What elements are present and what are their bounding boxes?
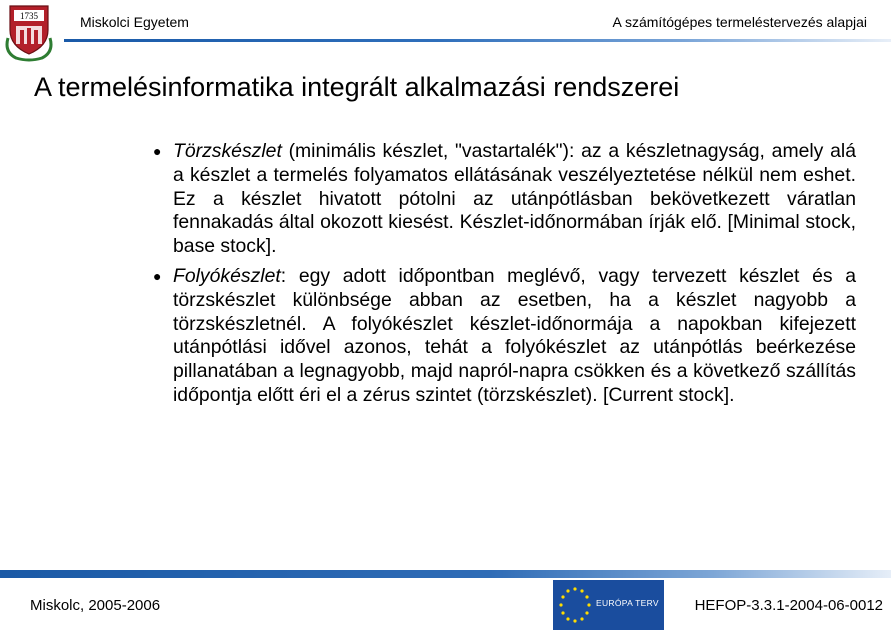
slide-title: A termelésinformatika integrált alkalmazási rendszerei [34, 72, 680, 102]
definition-folyokeszlet: : egy adott időpontban meglévő, vagy tervezett készlet és a törzskészlet különbsége abban az esetben, ha a készlet nagyobb a törzskészletnél. A folyókészlet készlet-időnormája a napokban kifejezett utánpótlási idővel azonos, tehát a folyókészlet az utánpótlás beérkezése pillanatában a legnagyobb, majd napról-napra csökken és a következő szállítás időpontja előtt éri el a zérus szintet (törzskészlet). [Current stock]. [173, 264, 856, 406]
project-code: HEFOP-3.3.1-2004-06-0012 [694, 597, 883, 614]
course-title: A számítógépes termeléstervezés alapjai [612, 14, 867, 30]
bullet-dot-icon: ● [153, 143, 162, 159]
term-folyokeszlet: Folyókészlet [173, 264, 281, 287]
list-item [152, 140, 856, 259]
svg-text:1735: 1735 [20, 11, 38, 21]
list-item [152, 265, 856, 408]
header-divider [64, 39, 891, 42]
definition-torzskeszlet: (minimális készlet, "vastartalék"): az a készletnagyság, amely alá a készlet a termelés folyamatos ellátásának veszélyeztetése nélkül nem eshet. Ez a készlet hivatott pótolni az utánpótlásban bekövetkezett váratlan fennakadás által okozott kiesést. Készlet-időnormában írják elő. [Minimal stock, base stock]. [173, 140, 856, 258]
term-torzskeszlet: Törzskészlet [173, 140, 282, 162]
bullet-dot-icon: ● [153, 267, 162, 284]
eu-logo-text: EURÓPA TERV [596, 598, 659, 608]
place-date: Miskolc, 2005-2006 [30, 597, 161, 614]
university-crest-logo [4, 2, 54, 62]
eu-europa-terv-logo [553, 580, 664, 630]
institution-name: Miskolci Egyetem [80, 14, 189, 30]
footer-divider [0, 570, 891, 578]
eu-stars-icon [553, 580, 597, 630]
bullet-list [152, 140, 856, 414]
